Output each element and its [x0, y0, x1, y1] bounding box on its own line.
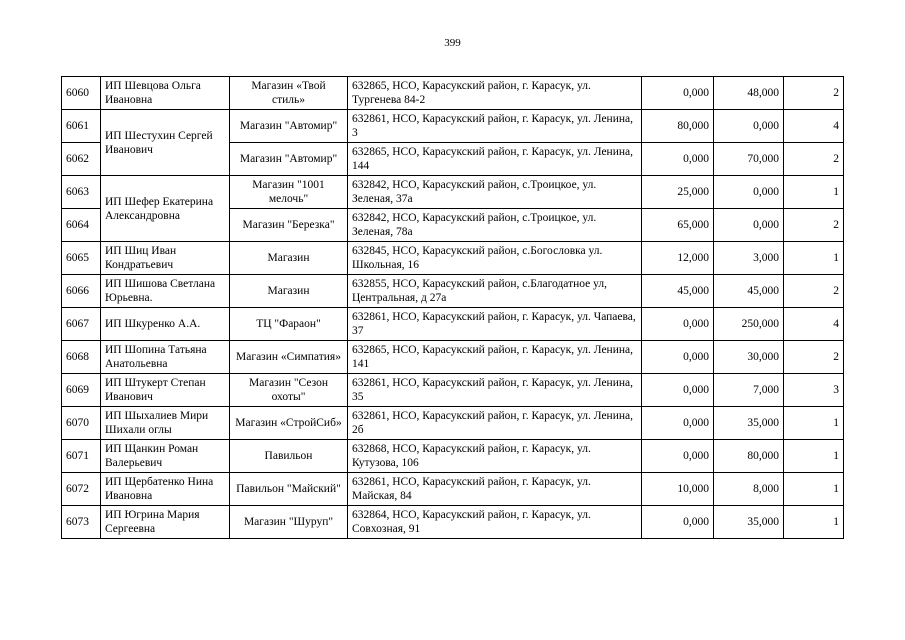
- row-number: 6062: [62, 143, 101, 176]
- value-3: 4: [784, 308, 844, 341]
- row-number: 6063: [62, 176, 101, 209]
- owner-name: ИП Шестухин Сергей Иванович: [101, 110, 230, 176]
- value-2: 0,000: [714, 209, 784, 242]
- object-address: 632845, НСО, Карасукский район, с.Богословка ул. Школьная, 16: [348, 242, 642, 275]
- object-address: 632842, НСО, Карасукский район, с.Троицкое, ул. Зеленая, 78а: [348, 209, 642, 242]
- table-row: [62, 374, 844, 407]
- value-1: 0,000: [642, 143, 714, 176]
- value-2: 35,000: [714, 407, 784, 440]
- owner-name: ИП Шыхалиев Мири Шихали оглы: [101, 407, 230, 440]
- object-name: Магазин "Шуруп": [230, 506, 348, 539]
- object-address: 632865, НСО, Карасукский район, г. Карасук, ул. Ленина, 144: [348, 143, 642, 176]
- object-address: 632842, НСО, Карасукский район, с.Троицкое, ул. Зеленая, 37а: [348, 176, 642, 209]
- object-name: Магазин: [230, 242, 348, 275]
- object-name: Магазин: [230, 275, 348, 308]
- table-row: [62, 110, 844, 143]
- table-row: [62, 341, 844, 374]
- row-number: 6067: [62, 308, 101, 341]
- row-number: 6071: [62, 440, 101, 473]
- value-1: 0,000: [642, 308, 714, 341]
- row-number: 6064: [62, 209, 101, 242]
- row-number: 6070: [62, 407, 101, 440]
- value-2: 70,000: [714, 143, 784, 176]
- value-1: 0,000: [642, 341, 714, 374]
- page-number: 399: [444, 37, 461, 49]
- object-name: Павильон "Майский": [230, 473, 348, 506]
- table-row: [62, 407, 844, 440]
- row-number: 6061: [62, 110, 101, 143]
- object-name: ТЦ "Фараон": [230, 308, 348, 341]
- value-2: 0,000: [714, 110, 784, 143]
- table-row: [62, 506, 844, 539]
- owner-name: ИП Щанкин Роман Валерьевич: [101, 440, 230, 473]
- value-3: 1: [784, 407, 844, 440]
- owner-name: ИП Шкуренко А.А.: [101, 308, 230, 341]
- value-2: 80,000: [714, 440, 784, 473]
- value-3: 4: [784, 110, 844, 143]
- value-3: 2: [784, 275, 844, 308]
- value-3: 2: [784, 143, 844, 176]
- value-1: 65,000: [642, 209, 714, 242]
- row-number: 6065: [62, 242, 101, 275]
- table-row: [62, 242, 844, 275]
- value-2: 0,000: [714, 176, 784, 209]
- table-row: [62, 473, 844, 506]
- value-2: 48,000: [714, 77, 784, 110]
- value-1: 0,000: [642, 440, 714, 473]
- value-1: 12,000: [642, 242, 714, 275]
- object-address: 632865, НСО, Карасукский район, г. Карасук, ул. Ленина, 141: [348, 341, 642, 374]
- value-2: 35,000: [714, 506, 784, 539]
- row-number: 6066: [62, 275, 101, 308]
- object-name: Магазин "Березка": [230, 209, 348, 242]
- value-1: 25,000: [642, 176, 714, 209]
- object-name: Магазин "Автомир": [230, 110, 348, 143]
- table-row: [62, 275, 844, 308]
- value-3: 2: [784, 209, 844, 242]
- value-1: 80,000: [642, 110, 714, 143]
- value-2: 7,000: [714, 374, 784, 407]
- value-1: 10,000: [642, 473, 714, 506]
- owner-name: ИП Шефер Екатерина Александровна: [101, 176, 230, 242]
- object-address: 632865, НСО, Карасукский район, г. Карасук, ул. Тургенева 84-2: [348, 77, 642, 110]
- object-name: Магазин «Твой стиль»: [230, 77, 348, 110]
- row-number: 6069: [62, 374, 101, 407]
- owner-name: ИП Щербатенко Нина Ивановна: [101, 473, 230, 506]
- owner-name: ИП Югрина Мария Сергеевна: [101, 506, 230, 539]
- object-name: Павильон: [230, 440, 348, 473]
- value-3: 1: [784, 440, 844, 473]
- object-name: Магазин «СтройСиб»: [230, 407, 348, 440]
- owner-name: ИП Шишова Светлана Юрьевна.: [101, 275, 230, 308]
- object-address: 632861, НСО, Карасукский район, г. Карасук, ул. Чапаева, 37: [348, 308, 642, 341]
- value-3: 1: [784, 506, 844, 539]
- value-1: 45,000: [642, 275, 714, 308]
- object-name: Магазин «Симпатия»: [230, 341, 348, 374]
- value-1: 0,000: [642, 407, 714, 440]
- value-2: 45,000: [714, 275, 784, 308]
- value-2: 3,000: [714, 242, 784, 275]
- owner-name: ИП Шевцова Ольга Ивановна: [101, 77, 230, 110]
- row-number: 6072: [62, 473, 101, 506]
- object-address: 632864, НСО, Карасукский район, г. Карасук, ул. Совхозная, 91: [348, 506, 642, 539]
- table-row: [62, 176, 844, 209]
- object-address: 632861, НСО, Карасукский район, г. Карасук, ул. Ленина, 35: [348, 374, 642, 407]
- object-address: 632855, НСО, Карасукский район, с.Благодатное ул, Центральная, д 27а: [348, 275, 642, 308]
- table-row: [62, 440, 844, 473]
- value-2: 30,000: [714, 341, 784, 374]
- object-name: Магазин "Сезон охоты": [230, 374, 348, 407]
- value-3: 2: [784, 341, 844, 374]
- object-address: 632861, НСО, Карасукский район, г. Карасук, ул. Ленина, 3: [348, 110, 642, 143]
- object-name: Магазин "1001 мелочь": [230, 176, 348, 209]
- row-number: 6060: [62, 77, 101, 110]
- value-3: 1: [784, 473, 844, 506]
- value-1: 0,000: [642, 374, 714, 407]
- value-1: 0,000: [642, 77, 714, 110]
- object-address: 632868, НСО, Карасукский район, г. Карасук, ул. Кутузова, 106: [348, 440, 642, 473]
- owner-name: ИП Шопина Татьяна Анатольевна: [101, 341, 230, 374]
- table-row: [62, 77, 844, 110]
- object-name: Магазин "Автомир": [230, 143, 348, 176]
- owner-name: ИП Штукерт Степан Иванович: [101, 374, 230, 407]
- value-3: 3: [784, 374, 844, 407]
- value-3: 1: [784, 176, 844, 209]
- value-3: 2: [784, 77, 844, 110]
- object-address: 632861, НСО, Карасукский район, г. Карасук, ул. Ленина, 2б: [348, 407, 642, 440]
- object-address: 632861, НСО, Карасукский район, г. Карасук, ул. Майская, 84: [348, 473, 642, 506]
- row-number: 6073: [62, 506, 101, 539]
- value-3: 1: [784, 242, 844, 275]
- value-1: 0,000: [642, 506, 714, 539]
- value-2: 250,000: [714, 308, 784, 341]
- owner-name: ИП Шиц Иван Кондратьевич: [101, 242, 230, 275]
- row-number: 6068: [62, 341, 101, 374]
- table-row: [62, 308, 844, 341]
- value-2: 8,000: [714, 473, 784, 506]
- registry-table: [61, 76, 844, 539]
